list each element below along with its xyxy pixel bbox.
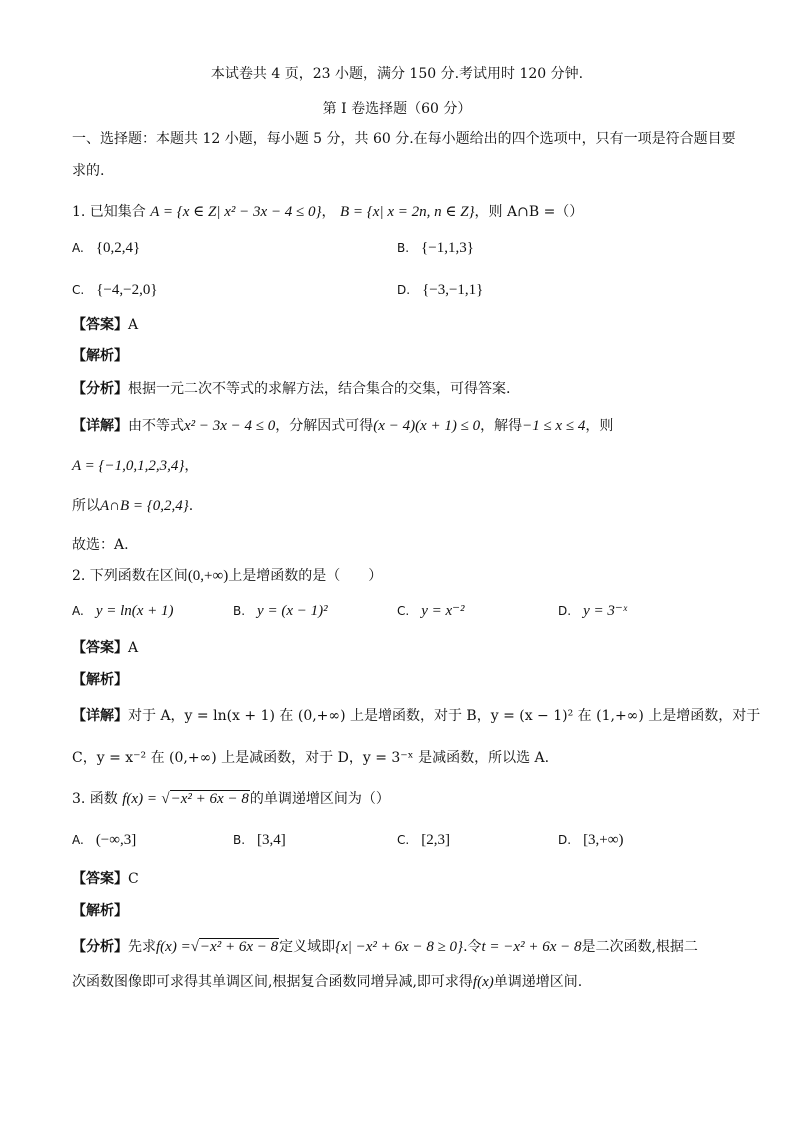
q2-option-d — [558, 601, 627, 621]
q3-fenxi-line2 — [72, 972, 582, 992]
q1-option-d — [397, 280, 483, 300]
detail-text: 对于 A，y = ln(x + 1) 在 (0,+∞) 上是增函数，对于 B，y = (x − 1)² 在 (1,+∞) 上是增函数，对于 — [128, 708, 761, 724]
option-value: [3,4] — [257, 832, 286, 848]
q2-option-a — [72, 601, 174, 621]
option-value: [2,3] — [421, 832, 450, 848]
q1-choice: 故选：A. — [72, 537, 129, 553]
analysis-tag: 【解析】 — [72, 903, 128, 919]
detail-solution: −1 ≤ x ≤ 4 — [522, 418, 586, 434]
question-2-stem — [72, 566, 382, 586]
detail-text: ，分解因式可得 — [275, 418, 374, 434]
fenxi-text: 根据一元二次不等式的求解方法，结合集合的交集，可得答案. — [128, 381, 511, 397]
detail-text: ， — [184, 458, 199, 474]
question-2-number: 2. 下列函数在区间 — [72, 568, 188, 584]
option-label: C. — [397, 604, 410, 618]
option-label: D. — [558, 833, 572, 847]
fenxi-text: 定义域即 — [279, 939, 336, 955]
function-lhs: f(x) = — [156, 939, 191, 955]
q2-detail-line2: C，y = x⁻² 在 (0,+∞) 上是减函数，对于 D，y = 3⁻ˣ 是减函数，所以选 A. — [72, 750, 550, 766]
interval-expression: (0,+∞) — [187, 568, 229, 584]
conclusion-text: 所以 — [72, 498, 100, 514]
question-1-number: 1. 已知集合 — [72, 204, 146, 220]
detail-factored: (x − 4)(x + 1) ≤ 0 — [373, 418, 481, 434]
question-2-tail: 上是增函数的是（ ） — [228, 568, 383, 584]
sqrt-symbol: √ — [161, 791, 170, 807]
q1-analysis-heading — [72, 346, 128, 366]
fenxi-text: 先求 — [128, 939, 156, 955]
domain-set: {x| −x² + 6x − 8 ≥ 0} — [335, 939, 464, 955]
answer-tag: 【答案】 — [72, 317, 128, 333]
set-b-expression: B = {x| x = 2n, n ∈ Z} — [340, 204, 475, 220]
set-a-expression: A = {x ∈ Z| x² − 3x − 4 ≤ 0} — [150, 204, 322, 220]
fenxi-text: 次函数图像即可求得其单调区间,根据复合函数同增异减,即可求得 — [72, 974, 473, 990]
option-label: D. — [397, 283, 411, 297]
q3-option-d — [558, 830, 623, 850]
option-label: D. — [558, 604, 572, 618]
q1-detail-set — [72, 456, 198, 476]
option-value: (−∞,3] — [95, 832, 137, 848]
q2-option-b — [233, 601, 328, 621]
q1-answer — [72, 315, 138, 335]
q1-conclusion — [72, 496, 193, 516]
answer-value: A — [128, 317, 139, 333]
detail-text: ，解得 — [480, 418, 523, 434]
q3-option-c — [397, 830, 450, 850]
conclusion-expression: A∩B = {0,2,4} — [100, 498, 189, 514]
option-label: A. — [72, 604, 84, 618]
part-title: 第 I 卷选择题（60 分） — [322, 101, 472, 117]
fenxi-text: .令 — [463, 939, 482, 955]
section-heading-line2: 求的. — [72, 163, 105, 179]
detail-inequality: x² − 3x − 4 ≤ 0 — [184, 418, 276, 434]
q3-analysis-heading — [72, 901, 128, 921]
question-3-number: 3. 函数 — [72, 791, 118, 807]
option-label: A. — [72, 833, 84, 847]
answer-tag: 【答案】 — [72, 640, 128, 656]
q2-analysis-heading — [72, 670, 128, 690]
option-value: {0,2,4} — [95, 240, 141, 256]
q2-option-c — [397, 601, 465, 621]
q2-detail-line1 — [72, 706, 760, 726]
q1-option-a — [72, 238, 140, 258]
option-label: C. — [72, 283, 85, 297]
question-1-tail: ，则 A∩B =（） — [474, 204, 584, 220]
exam-info: 本试卷共 4 页，23 小题，满分 150 分.考试用时 120 分钟. — [210, 66, 584, 82]
option-value: {−4,−2,0} — [96, 282, 158, 298]
fenxi-text: 是二次函数,根据二 — [581, 939, 698, 955]
option-label: B. — [233, 604, 246, 618]
analysis-tag: 【解析】 — [72, 348, 128, 364]
answer-tag: 【答案】 — [72, 871, 128, 887]
conclusion-text: . — [188, 498, 194, 514]
option-value: y = 3⁻ˣ — [583, 603, 627, 619]
question-3-tail: 的单调递增区间为（） — [249, 791, 390, 807]
option-label: A. — [72, 241, 84, 255]
q3-option-b — [233, 830, 286, 850]
detail-text: 由不等式 — [128, 418, 184, 434]
fenxi-text: 单调递增区间. — [493, 974, 583, 990]
q1-detail — [72, 416, 613, 436]
option-value: {−1,1,3} — [421, 240, 474, 256]
q2-answer — [72, 638, 138, 658]
answer-value: A — [128, 640, 139, 656]
option-value: y = ln(x + 1) — [95, 603, 174, 619]
q3-fenxi-line1 — [72, 937, 698, 957]
fenxi-tag: 【分析】 — [72, 381, 128, 397]
detail-text: ，则 — [585, 418, 614, 434]
option-value: y = (x − 1)² — [257, 603, 328, 619]
option-value: y = x⁻² — [421, 603, 465, 619]
section-heading-line1: 一、选择题：本题共 12 小题，每小题 5 分，共 60 分.在每小题给出的四个选项中，只有一项是符合题目要 — [72, 131, 736, 147]
q1-option-c — [72, 280, 158, 300]
question-3-stem — [72, 789, 390, 809]
q1-fenxi — [72, 379, 510, 399]
option-label: B. — [233, 833, 246, 847]
function-name: f(x) — [472, 974, 494, 990]
sqrt-radicand: −x² + 6x − 8 — [170, 791, 249, 807]
option-value: [3,+∞) — [583, 832, 624, 848]
option-label: C. — [397, 833, 410, 847]
answer-value: C — [128, 871, 139, 887]
detail-set: A = {−1,0,1,2,3,4} — [72, 458, 185, 474]
separator: ， — [321, 204, 336, 220]
q1-option-b — [397, 238, 474, 258]
sqrt-radicand: −x² + 6x − 8 — [199, 939, 279, 955]
sqrt-symbol: √ — [190, 939, 199, 955]
question-1-stem — [72, 202, 583, 222]
analysis-tag: 【解析】 — [72, 672, 128, 688]
substitution-expression: t = −x² + 6x − 8 — [481, 939, 582, 955]
function-lhs: f(x) = — [122, 791, 157, 807]
detail-tag: 【详解】 — [72, 708, 128, 724]
option-value: {−3,−1,1} — [422, 282, 484, 298]
q3-option-a — [72, 830, 136, 850]
detail-tag: 【详解】 — [72, 418, 128, 434]
q3-answer — [72, 869, 139, 889]
fenxi-tag: 【分析】 — [72, 939, 128, 955]
option-label: B. — [397, 241, 410, 255]
